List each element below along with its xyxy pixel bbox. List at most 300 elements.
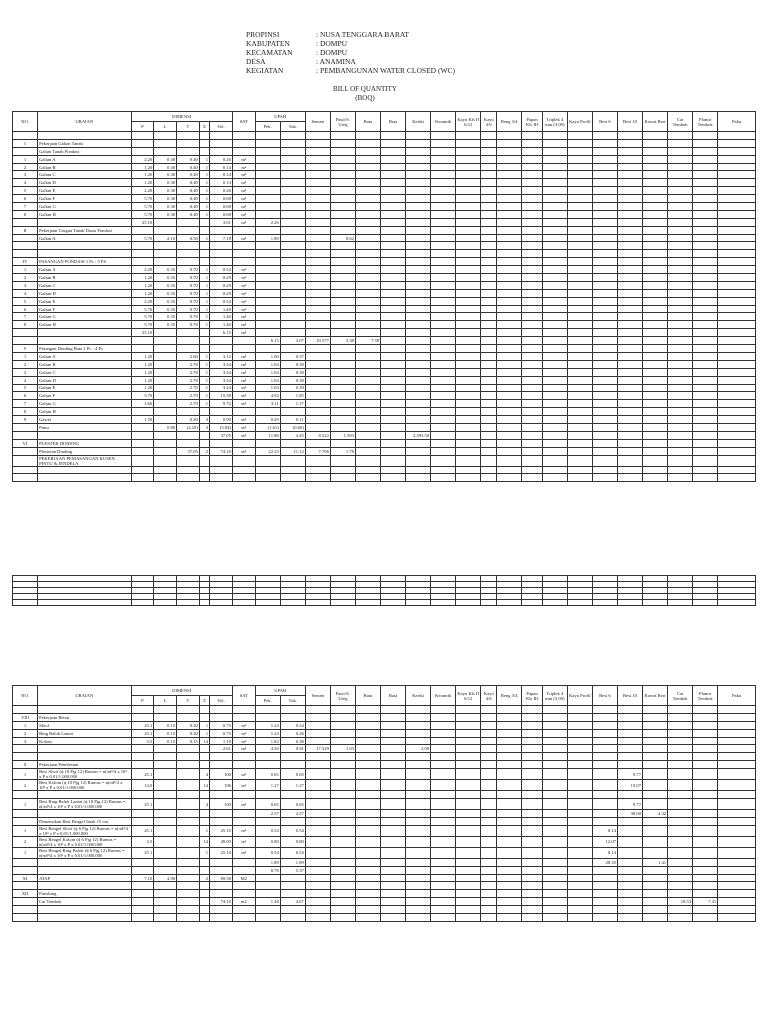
table-row [13, 226, 756, 234]
cell-value [481, 914, 497, 922]
table-row [13, 882, 756, 890]
cell-value [177, 713, 200, 721]
cell-value [330, 139, 355, 147]
cell-value [305, 455, 330, 466]
cell-value: 74.10 [210, 447, 233, 455]
cell-value [177, 914, 200, 922]
header-row-top [13, 112, 756, 122]
cell-value [481, 258, 497, 266]
cell-value [154, 439, 177, 447]
cell-value [232, 858, 255, 866]
cell-value [617, 179, 642, 187]
cell-value [199, 761, 209, 769]
cell-value [718, 218, 756, 226]
cell-value [481, 431, 497, 439]
cell-value [355, 345, 380, 353]
cell-value [431, 305, 456, 313]
cell-value: 3.38 [330, 337, 355, 345]
col-material: Reng 3/4 [497, 112, 522, 132]
cell-no [13, 882, 38, 890]
cell-value [177, 706, 200, 714]
cell-value [381, 408, 406, 416]
cell-value [567, 226, 592, 234]
cell-value [210, 250, 233, 258]
cell-value [199, 439, 209, 447]
cell-value [497, 352, 522, 360]
cell-value [154, 466, 177, 474]
empty-cell [522, 600, 543, 606]
cell-value [693, 345, 718, 353]
cell-value [431, 376, 456, 384]
cell-no: IV [13, 258, 38, 266]
cell-value: 0.70 [177, 297, 200, 305]
cell-value [668, 266, 693, 274]
cell-value [232, 882, 255, 890]
cell-value [199, 466, 209, 474]
cell-value [522, 836, 543, 847]
cell-value [693, 321, 718, 329]
cell-value [592, 466, 617, 474]
cell-value [542, 455, 567, 466]
cell-value [210, 226, 233, 234]
cell-value [177, 139, 200, 147]
cell-value: 100 [210, 799, 233, 810]
cell-value [592, 155, 617, 163]
cell-value [154, 474, 177, 482]
cell-value [542, 234, 567, 242]
cell-value [567, 392, 592, 400]
cell-value [280, 242, 305, 250]
col-material: Besi 6 [592, 112, 617, 132]
cell-value: 1.04 [255, 360, 280, 368]
cell-value [355, 163, 380, 171]
cell-value [592, 147, 617, 155]
cell-value [522, 769, 543, 780]
cell-value [718, 836, 756, 847]
cell-value [280, 313, 305, 321]
cell-value [718, 706, 756, 714]
cell-value [718, 447, 756, 455]
col-material: Kayu 4/6 [481, 686, 497, 706]
cell-value [456, 163, 481, 171]
cell-value [643, 474, 668, 482]
cell-value [668, 721, 693, 729]
cell-value [567, 384, 592, 392]
cell-value: 0.38 [280, 737, 305, 745]
cell-value [131, 713, 154, 721]
cell-value [305, 799, 330, 810]
cell-value [592, 866, 617, 874]
cell-value [456, 329, 481, 337]
cell-value [522, 132, 543, 140]
cell-value [210, 817, 233, 825]
cell-value: 9.77 [617, 769, 642, 780]
table-row [13, 392, 756, 400]
empty-cell [718, 600, 756, 606]
cell-value [177, 258, 200, 266]
cell-value [456, 423, 481, 431]
cell-value [718, 474, 756, 482]
cell-value [617, 761, 642, 769]
cell-value [481, 329, 497, 337]
cell-no: XI [13, 874, 38, 882]
cell-value [592, 218, 617, 226]
col-material: Plamir Tembok [693, 686, 718, 706]
cell-value [497, 906, 522, 914]
cell-value [617, 713, 642, 721]
cell-value [522, 289, 543, 297]
col-material: Semen [305, 686, 330, 706]
cell-value: 0.35 [154, 289, 177, 297]
cell-value [617, 791, 642, 799]
cell-value [592, 882, 617, 890]
cell-value [522, 914, 543, 922]
cell-value [305, 729, 330, 737]
cell-value [668, 179, 693, 187]
empty-cell [255, 600, 280, 606]
cell-value [542, 297, 567, 305]
cell-value [668, 447, 693, 455]
cell-value [481, 874, 497, 882]
cell-value: 1 [199, 384, 209, 392]
cell-value: 0.75 [210, 721, 233, 729]
col-material: Plamir Tembok [693, 112, 718, 132]
cell-value [154, 392, 177, 400]
cell-value [567, 171, 592, 179]
cell-value [567, 914, 592, 922]
cell-value [355, 376, 380, 384]
cell-value [497, 914, 522, 922]
cell-value [280, 761, 305, 769]
cell-value [456, 281, 481, 289]
cell-value: 4 [199, 799, 209, 810]
cell-value [355, 242, 380, 250]
cell-value [177, 455, 200, 466]
cell-value [542, 890, 567, 898]
cell-value [542, 163, 567, 171]
cell-value [280, 203, 305, 211]
cell-value [154, 431, 177, 439]
cell-value: 1.10 [210, 737, 233, 745]
cell-uraian: Pintu [38, 423, 131, 431]
col-material: Keriki [406, 686, 431, 706]
cell-value [693, 368, 718, 376]
table-row [13, 297, 756, 305]
cell-value [381, 799, 406, 810]
cell-value [330, 250, 355, 258]
cell-value [522, 825, 543, 836]
cell-value: 0.54 [210, 266, 233, 274]
cell-value [668, 132, 693, 140]
cell-value: m¹ [232, 836, 255, 847]
cell-value [481, 147, 497, 155]
cell-value: 0.20 [177, 721, 200, 729]
cell-value [718, 368, 756, 376]
cell-value [154, 713, 177, 721]
cell-value [330, 474, 355, 482]
cell-value [693, 392, 718, 400]
cell-value [693, 423, 718, 431]
col-material: Paku [718, 686, 756, 706]
cell-value [406, 226, 431, 234]
cell-value [381, 898, 406, 906]
cell-value [497, 817, 522, 825]
cell-value [693, 360, 718, 368]
cell-value [330, 376, 355, 384]
cell-value [131, 258, 154, 266]
cell-value [617, 466, 642, 474]
cell-value [431, 210, 456, 218]
cell-no: 2 [13, 274, 38, 282]
cell-value [542, 242, 567, 250]
cell-value [522, 890, 543, 898]
cell-value [199, 890, 209, 898]
col-sat: SAT [232, 112, 255, 132]
cell-value [154, 132, 177, 140]
cell-value: 0.68 [210, 203, 233, 211]
cell-value: 0.80 [154, 423, 177, 431]
cell-value [232, 258, 255, 266]
cell-value [232, 337, 255, 345]
cell-value [567, 163, 592, 171]
cell-value [456, 345, 481, 353]
cell-value [355, 360, 380, 368]
cell-value: 1 [199, 297, 209, 305]
cell-value: (5.04) [210, 423, 233, 431]
cell-value [718, 721, 756, 729]
table-row [13, 195, 756, 203]
cell-value: 4 [199, 769, 209, 780]
cell-value [431, 769, 456, 780]
cell-value [154, 242, 177, 250]
cell-value [668, 706, 693, 714]
cell-value [280, 706, 305, 714]
cell-value [592, 187, 617, 195]
cell-value: m² [232, 376, 255, 384]
cell-value: 0.35 [154, 305, 177, 313]
cell-value: 1.20 [131, 384, 154, 392]
cell-uraian [38, 745, 131, 753]
table-row [13, 447, 756, 455]
cell-value [592, 706, 617, 714]
table-row [13, 384, 756, 392]
cell-value [497, 147, 522, 155]
table-row [13, 368, 756, 376]
cell-value [255, 313, 280, 321]
cell-value: 7.706 [305, 447, 330, 455]
cell-uraian: Galian B [38, 360, 131, 368]
cell-value [481, 439, 497, 447]
cell-value [567, 836, 592, 847]
cell-value [177, 753, 200, 761]
cell-value [305, 234, 330, 242]
cell-value: 14 [199, 780, 209, 791]
cell-value [330, 836, 355, 847]
cell-value [381, 281, 406, 289]
header-row-desa [246, 57, 455, 66]
cell-value [255, 274, 280, 282]
cell-value [668, 258, 693, 266]
cell-value [643, 791, 668, 799]
empty-cell [154, 600, 177, 606]
cell-uraian [38, 791, 131, 799]
cell-value [497, 753, 522, 761]
cell-value [305, 713, 330, 721]
header-row-kegiatan [246, 66, 455, 75]
cell-value [330, 179, 355, 187]
cell-value [497, 313, 522, 321]
cell-value [668, 234, 693, 242]
cell-value [305, 780, 330, 791]
cell-value [431, 474, 456, 482]
cell-no [13, 745, 38, 753]
empty-cell [456, 600, 481, 606]
cell-value [497, 258, 522, 266]
cell-value [355, 836, 380, 847]
cell-value [693, 447, 718, 455]
cell-no: XII [13, 890, 38, 898]
cell-value [592, 242, 617, 250]
cell-value: m³ [232, 289, 255, 297]
cell-value [542, 281, 567, 289]
cell-value [497, 329, 522, 337]
cell-value [305, 274, 330, 282]
cell-value [643, 466, 668, 474]
cell-value: 0.30 [154, 203, 177, 211]
cell-value [718, 866, 756, 874]
cell-value [431, 179, 456, 187]
cell-value [131, 791, 154, 799]
cell-value [280, 439, 305, 447]
cell-value: 5.70 [131, 313, 154, 321]
cell-value [255, 147, 280, 155]
cell-value [456, 266, 481, 274]
cell-value [522, 376, 543, 384]
cell-value [305, 305, 330, 313]
cell-value [431, 447, 456, 455]
cell-value: 2.10 [154, 234, 177, 242]
cell-value [406, 729, 431, 737]
cell-value [177, 799, 200, 810]
cell-value [154, 898, 177, 906]
cell-value: 49.00 [210, 836, 233, 847]
cell-value [456, 906, 481, 914]
cell-value: 1.04 [255, 368, 280, 376]
cell-value: 1.20 [131, 163, 154, 171]
cell-value [210, 810, 233, 818]
col-material: Kawat Beri [643, 686, 668, 706]
cell-no: X [13, 761, 38, 769]
cell-value [497, 898, 522, 906]
cell-uraian: Galian C [38, 368, 131, 376]
cell-value [177, 906, 200, 914]
cell-value [255, 281, 280, 289]
cell-value: 2.20 [131, 266, 154, 274]
cell-value [305, 345, 330, 353]
cell-value [497, 423, 522, 431]
cell-value [199, 258, 209, 266]
cell-value [481, 210, 497, 218]
cell-value [255, 163, 280, 171]
cell-value [154, 847, 177, 858]
cell-value [668, 836, 693, 847]
col-pek: Pek. [255, 122, 280, 132]
cell-value [567, 466, 592, 474]
cell-value [456, 836, 481, 847]
cell-value [718, 439, 756, 447]
cell-value [617, 745, 642, 753]
cell-value [431, 713, 456, 721]
col-material: Kayu Profil [567, 112, 592, 132]
cell-value [355, 321, 380, 329]
cell-value [255, 179, 280, 187]
cell-value: 0.11 [280, 416, 305, 424]
cell-value [592, 337, 617, 345]
cell-value [255, 289, 280, 297]
cell-no [13, 250, 38, 258]
cell-value [177, 836, 200, 847]
cell-value [718, 297, 756, 305]
cell-value [355, 455, 380, 466]
cell-value [381, 360, 406, 368]
cell-value [643, 360, 668, 368]
cell-value [643, 761, 668, 769]
cell-value [481, 898, 497, 906]
cell-value [305, 416, 330, 424]
cell-value [199, 250, 209, 258]
cell-value: 1.20 [131, 360, 154, 368]
cell-value [456, 866, 481, 874]
cell-value [456, 139, 481, 147]
cell-uraian: Kolom [38, 737, 131, 745]
cell-value: 0.35 [154, 274, 177, 282]
cell-no: 4 [13, 179, 38, 187]
cell-value [355, 439, 380, 447]
table-row [13, 729, 756, 737]
table-row [13, 258, 756, 266]
cell-no [13, 218, 38, 226]
cell-value: 2.70 [177, 400, 200, 408]
cell-value [381, 163, 406, 171]
cell-value: 25.10 [131, 329, 154, 337]
cell-value [567, 139, 592, 147]
cell-value [305, 408, 330, 416]
cell-value [542, 266, 567, 274]
cell-value [199, 139, 209, 147]
cell-value [592, 297, 617, 305]
cell-value [481, 171, 497, 179]
cell-value [481, 187, 497, 195]
cell-value: 0.70 [177, 274, 200, 282]
col-material: Cat Tembok [668, 112, 693, 132]
cell-value [431, 274, 456, 282]
cell-value: m¹ [232, 847, 255, 858]
cell-no [13, 455, 38, 466]
cell-value [497, 769, 522, 780]
cell-uraian: Pekerjaan Urugan Tanah Dasar Pondasi [38, 226, 131, 234]
cell-value [567, 155, 592, 163]
cell-value [592, 368, 617, 376]
col-tuk: Tuk. [280, 696, 305, 706]
col-p: P [131, 122, 154, 132]
cell-value [330, 360, 355, 368]
cell-value [199, 858, 209, 866]
cell-uraian [38, 329, 131, 337]
cell-value [481, 352, 497, 360]
cell-value: m² [232, 352, 255, 360]
cell-value [381, 706, 406, 714]
cell-value [177, 810, 200, 818]
